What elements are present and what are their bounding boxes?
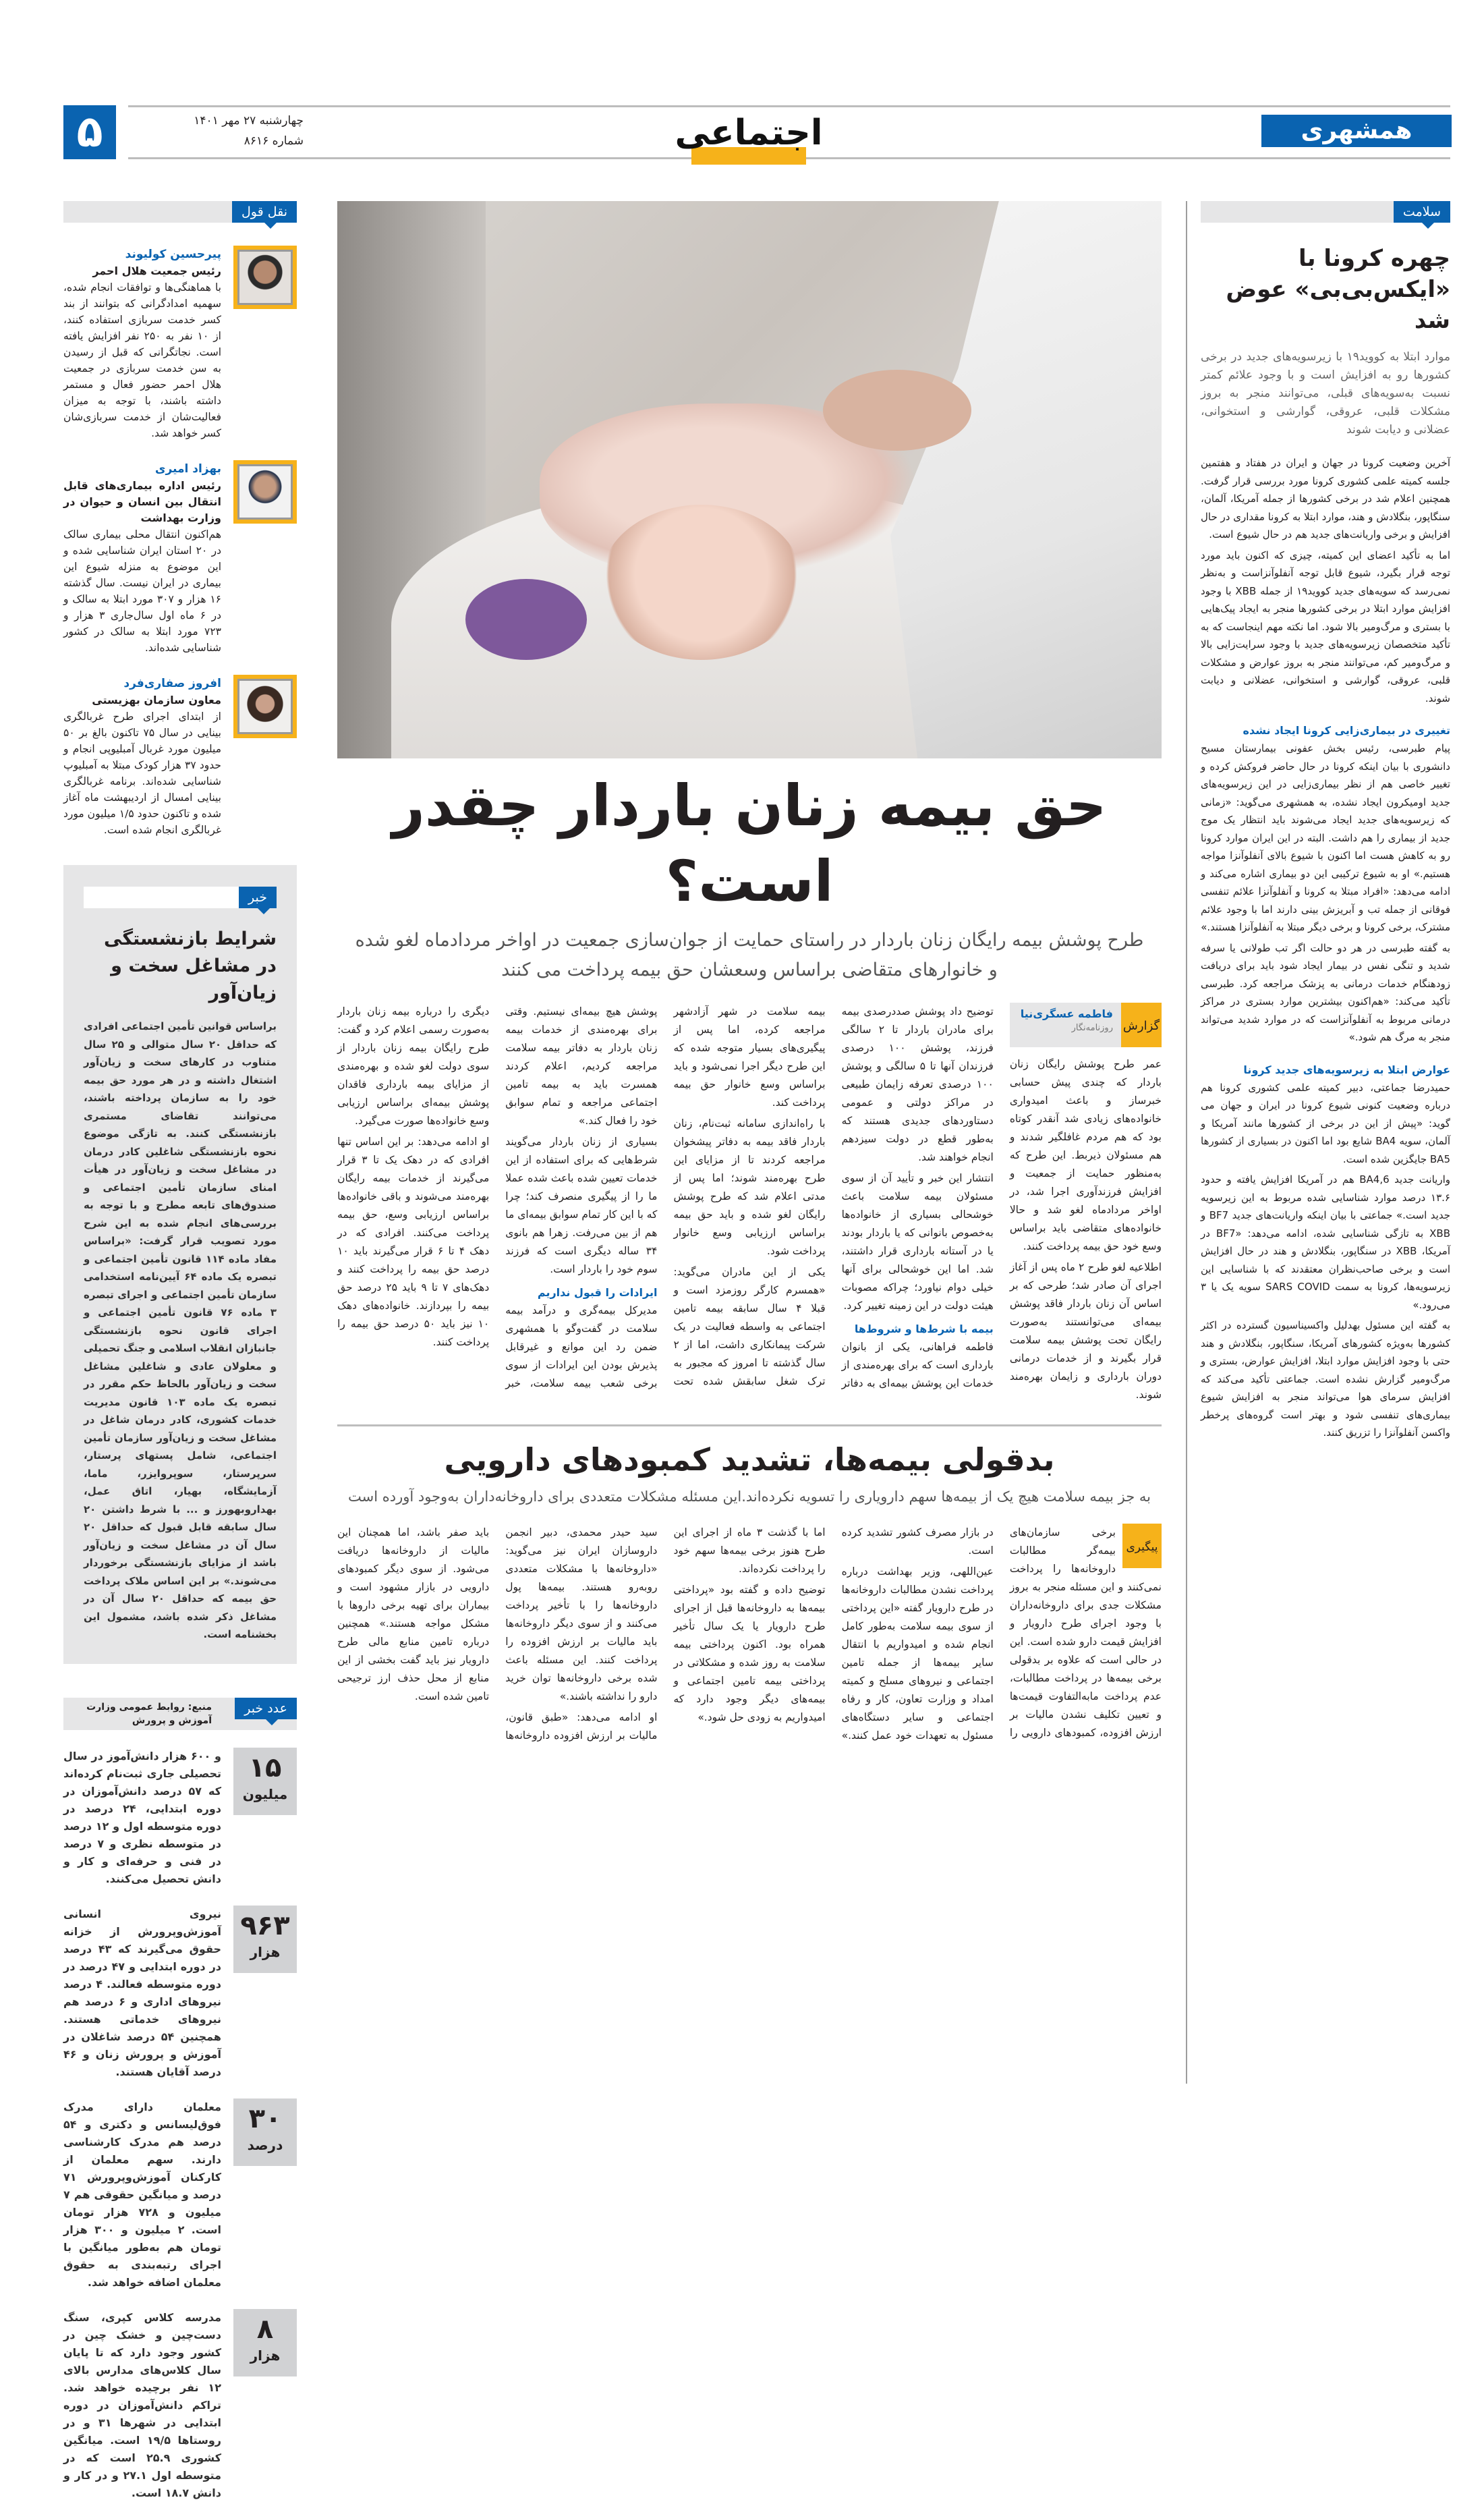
number-unit: میلیون bbox=[242, 1785, 288, 1802]
numbers-tag: عدد خبر bbox=[235, 1698, 297, 1719]
number-item bbox=[63, 2309, 297, 2502]
main-deck: طرح پوشش بیمه رایگان زنان باردار در راستای حمایت از جوان‌سازی جمعیت در اواخر مردادماه لغو شده و خانوارهای متقاضی براساس وسعشان حق بیمه پرداخت می کنند bbox=[355, 930, 1144, 980]
section-label: اجتماعی bbox=[675, 113, 823, 153]
number-text: نیروی انسانی آموزش‌وپرورش از خزانه حقوق می‌گیرند که ۴۳ درصد در دوره ابتدایی و ۴۷ درصد در دوره متوسطه فعالند. ۴ درصد نیروهای اداری و ۶ درصد هم نیروهای خدماتی هستند. همچنین ۵۴ درصد شاغلان در آموزش و پرورش زنان و ۴۶ درصد آقایان هستند. bbox=[63, 1907, 222, 2078]
quote-item bbox=[63, 675, 297, 838]
number-badge bbox=[233, 1906, 297, 1973]
section-title bbox=[675, 109, 823, 170]
number-badge bbox=[233, 1748, 297, 1815]
number-item bbox=[63, 2098, 297, 2291]
paragraph: به گفته طبرسی در هر دو حالت اگر تب طولانی یا سرفه شدید و تنگی نفس در بیمار ایجاد شود باید برای دریافت زودهنگام خدمات درمانی به پزشک مراجعه کرد. طبرسی تأکید می‌کند: «هم‌اکنون بیشترین موارد بستری در مراکز درمانی مربوط به آنفلوآنزاست که در موارد شدید می‌تواند منجر به مرگ هم شود.» bbox=[1201, 941, 1450, 1043]
retirement-news-box bbox=[63, 865, 297, 1664]
follow-up-kicker: پیگیری bbox=[1122, 1524, 1162, 1568]
quote-name: پیرحسین کولیوند bbox=[125, 248, 221, 261]
quote-text: با هماهنگی‌ها و توافقات انجام شده، سهمیه امدادگرانی که بتوانند از بند کسر خدمت سربازی استفاده کنند، از ۱۰ نفر به ۲۵۰ نفر افزایش یافته است. نجاتگرانی که قبل از رسیدن به سن خدمت سربازی در جمعیت هلال احمر حضور فعال و مستمر داشته باشند، با توجه به میزان فعالیت‌شان از خدمت سربازی‌شان کسر خواهد شد. bbox=[63, 281, 221, 439]
paragraph: اما به تأکید اعضای این کمیته، چیزی که اکنون باید مورد توجه قرار بگیرد، شیوع قابل توجه آنفلوآنزاست و به‌نظر نمی‌رسد که سویه‌های جدید کووید۱۹ از جمله XBB با وجود افزایش موارد ابتلا در برخی کشورها منجر به ایجاد پیک‌هایی با بستری و مرگ‌ومیر بالا شود. اما نکته مهم اینجاست که به تأکید متخصصان زیرسویه‌های جدید با وجود سرایت‌زایی بالا و مرگ‌ومیر کم، می‌توانند منجر به بروز عوارض و مشکلات قلبی، عروقی، گوارشی و استخوانی، عضلانی و دیابت شوند. bbox=[1201, 549, 1451, 704]
number-item bbox=[63, 1906, 297, 2081]
number-text: و ۶۰۰ هزار دانش‌آموز در سال تحصیلی جاری ثبت‌نام کرده‌اند که ۵۷ درصد دانش‌آموزان در دوره ابتدایی، ۲۴ درصد در دوره متوسطه اول و ۱۲ درصد در متوسطه نظری و ۷ درصد در فنی و حرفه‌ای و کار و دانش تحصیل می‌کنند. bbox=[63, 1749, 222, 1885]
second-deck: به جز بیمه سلامت هیچ یک از بیمه‌ها سهم دارویاری را تسویه نکرده‌اند.این مسئله مشکلات متعددی برای داروخانه‌داران به‌وجود آورده است bbox=[348, 1489, 1151, 1505]
avatar bbox=[233, 675, 297, 738]
quote-item bbox=[63, 246, 297, 441]
subheading: بیمه با شرط‌ها و شروط‌ها bbox=[854, 1323, 994, 1335]
author-name: فاطمه عسگری‌نیا bbox=[1020, 1007, 1113, 1020]
quote-role: رئیس اداره بیماری‌های قابل انتقال بین انسان و حیوان در وزارت بهداشت bbox=[63, 479, 221, 524]
number-value: ۹۶۳ bbox=[240, 1910, 290, 1941]
quote-role: رئیس جمعیت هلال احمر bbox=[92, 265, 221, 277]
retirement-title: شرایط بازنشستگی در مشاغل سخت و زیان‌آور bbox=[104, 928, 277, 1003]
number-unit: هزار bbox=[250, 1943, 281, 1960]
byline bbox=[1010, 1003, 1162, 1047]
paragraph: واریانت جدید BA4,6 هم در آمریکا افزایش یافته و حدود ۱۳.۶ درصد موارد شناسایی شده مربوط به این زیرسویه جدید است.» جماعتی با بیان اینکه واریانت‌های جدید BF7 و XBB به تازگی شناسایی شده، ادامه می‌دهد: «BF7 در آمریکا، XBB در سنگاپور، بنگلادش و هند در حال افزایش است و برخی صاحب‌نظران معتقدند که با شناسایی این زیرسویه‌ها، کرونا به سمت SARS COVID سویه یک یا ۳ می‌رود.» bbox=[1201, 1173, 1451, 1311]
number-item bbox=[63, 1748, 297, 1888]
paragraph: عین‌اللهی، وزیر بهداشت درباره پرداخت نشدن مطالبات داروخانه‌ها در طرح دارویار گفته «این پرداختی از سوی بیمه سلامت به‌طور کامل انجام شده و امیدواریم با انتقال سایر بیمه‌ها از جمله تامین اجتماعی و نیروهای مسلح و کمیته امداد و وزارت تعاون، کار و رفاه اجتماعی و سایر دستگاه‌های مسئول به تعهدات خود عمل کنند.» اما با گذشت ۳ ماه از اجرای این طرح هنوز برخی بیمه‌ها سهم خود را پرداخت نکرده‌اند. bbox=[673, 1526, 994, 1742]
health-body bbox=[1201, 454, 1450, 1442]
health-tag: سلامت bbox=[1394, 201, 1450, 223]
number-value: ۳۰ bbox=[248, 2103, 282, 2134]
numbers-tag-bar bbox=[63, 1698, 297, 1730]
number-unit: درصد bbox=[247, 2136, 283, 2153]
paragraph: بسیاری از زنان باردار می‌گویند شرط‌هایی که برای استفاده از این خدمات تعیین شده باعث شده عملا ما را از پیگیری منصرف کند؛ چرا که با این کار تمام سوابق بیمه‌ای ما هم از بین می‌رفت. زهرا هم بانوی ۳۴ ساله دیگری است که فرزند سوم خود را باردار است. bbox=[505, 1136, 658, 1275]
number-badge bbox=[233, 2309, 297, 2376]
paragraph: او ادامه می‌دهد: «طبق قانون، مالیات بر ارزش افزوده داروخانه‌ها باید صفر باشد، اما همچنان این مالیات از داروخانه‌ها دریافت می‌شود. از سوی دیگر کمبودهای دارویی در بازار مشهود است و بیماران برای تهیه برخی داروها با مشکل مواجه هستند.» همچنین درباره تامین منابع مالی طرح دارویار نیز باید گفت بخشی از این منابع از محل حذف ارز ترجیحی تامین شده است. bbox=[337, 1526, 658, 1742]
page-number: ۵ bbox=[63, 105, 116, 159]
paragraph: اطلاعیه لغو طرح ۲ ماه پس از آغاز اجرای آن صادر شد؛ طرحی که بر اساس آن زنان باردار فاقد پوشش بیمه‌ای می‌توانستند به‌صورت رایگان تحت پوشش بیمه سلامت قرار بگیرند و از خدمات درمانی دوران بارداری و زایمان بهره‌مند شوند. bbox=[1009, 1261, 1162, 1401]
avatar bbox=[233, 246, 297, 309]
paragraph: سید حیدر محمدی، دبیر انجمن داروسازان ایران نیز می‌گوید: «داروخانه‌ها با مشکلات متعددی روبه‌رو هستند. بیمه‌ها پول داروخانه‌ها را با تأخیر پرداخت می‌کنند و از سوی دیگر داروخانه‌ها باید مالیات بر ارزش افزوده را پرداخت کنند. این مسئله باعث شده برخی داروخانه‌ها توان خرید دارو را نداشته باشند.» bbox=[505, 1526, 658, 1702]
quotes-tag: نقل قول bbox=[232, 201, 297, 223]
paragraph: به گفته این مسئول بهدلیل واکسیناسیون گسترده در اکثر کشورها به‌ویژه کشورهای آمریکا، سنگاپور، بنگلادش و هند حتی با وجود افزایش موارد ابتلا، افزایش عوارض، بستری و مرگ‌ومیر گزارش نشده است. جماعتی تأکید می‌کند که افزایش سرمای هوا می‌تواند منجر به افزایش شیوع بیماری‌های تنفسی شود و بهتر است گروه‌های پرخطر واکسن آنفلوآنزا را تزریق کنند. bbox=[1201, 1319, 1450, 1439]
right-column bbox=[1201, 201, 1450, 1445]
paragraph: توضیح داد پوشش صددرصدی بیمه برای مادران باردار تا ۲ سالگی فرزند، پوشش ۱۰۰ درصدی فرزندان آنها تا ۵ سالگی و پوشش ۱۰۰ درصدی تعرفه زایمان طبیعی در مراکز دولتی و عمومی دستاوردهای جدیدی هستند که به‌طور قطع در دولت سیزدهم انجام خواهند شد. bbox=[841, 1005, 994, 1163]
quote-role: معاون سازمان بهزیستی bbox=[92, 694, 221, 706]
author-role: روزنامه‌نگار bbox=[1071, 1023, 1113, 1033]
paragraph: توضیح داده و گفته بود «پرداختی بیمه‌ها به داروخانه‌ها قبل از اجرای طرح دارویار یا یک سال تأخیر همراه بود. اکنون پرداختی بیمه سلامت به روز شده و مشکلاتی در پرداختی بیمه تامین اجتماعی و بیمه‌های دیگر وجود دارد که امیدواریم به زودی حل شود.» bbox=[673, 1584, 826, 1723]
numbers-source: منبع: روابط عمومی وزارت آموزش و پرورش bbox=[86, 1701, 212, 1726]
subheading: عوارض ابتلا به زیرسویه‌های جدید کرونا bbox=[1243, 1063, 1450, 1076]
report-kicker: گزارش bbox=[1121, 1003, 1162, 1047]
number-unit: هزار bbox=[250, 2347, 281, 2364]
subheading: ایرادات را قبول نداریم bbox=[537, 1286, 658, 1299]
second-article-body bbox=[337, 1524, 1162, 1745]
retirement-body: براساس قوانین تأمین اجتماعی افرادی که حداقل ۲۰ سال متوالی و ۲۵ سال متناوب در کارهای سخت و زیان‌آور اشتغال داشته و در هر مورد حق بیمه خود را به سازمان پرداخته باشند، می‌توانند تقاضای مستمری بازنشستگی کنند. به تازگی موضوع نحوه بازنشستگی شاغلین کادر درمان در مشاغل سخت و زیان‌آور در هیأت امنای سازمان تأمین اجتماعی و صندوق‌های تابعه مطرح و با توجه به بررسی‌های انجام شده به این شرح مورد تصویب قرار گرفت: «براساس مفاد ماده ۱۱۴ قانون تأمین اجتماعی و تبصره یک ماده ۶۴ آیین‌نامه استخدامی سازمان تأمین اجتماعی و اجرای تبصره ۳ ماده ۷۶ قانون تأمین اجتماعی و اجرای قانون نحوه بازنشستگی جانبازان انقلاب اسلامی و جنگ تحمیلی و معلولان عادی و شاغلین مشاغل سخت و زیان‌آور بالحاظ حکم مقرر در تبصره یک ماده ۱۰۳ قانون مدیریت خدمات کشوری، کادر درمان شاغل در مشاغل سخت و زیان‌آور سازمان تأمین اجتماعی، شامل پستهای پرستار، سرپرستار، سوپروایزر، ماما، آزمایشگاه، بهیار، اتاق عمل، بهداروبهورز و ... با شرط داشتن ۲۰ سال سابقه قابل قبول که حداقل ۲۰ سال آن در مشاغل سخت و زیان‌آور باشد از مزایای بازنشستگی برخوردار می‌شوند.» بر این اساس ملاک پرداخت حق بیمه که حداقل ۲۰ سال آن در مشاغل ذکر شده باشد، مشمول این بخشنامه است. bbox=[84, 1020, 277, 1640]
right-column-divider bbox=[1186, 201, 1187, 2084]
dateline bbox=[128, 111, 304, 151]
health-deck: موارد ابتلا به کووید۱۹ با زیرسویه‌های جدید در برخی کشورها رو به افزایش است و با وجود علائم کمتر نسبت به‌سویه‌های قبلی، می‌توانند منجر به بروز مشکلات قلبی، عروقی، گوارشی و استخوانی، عضلانی و دیابت شوند bbox=[1201, 350, 1450, 437]
paragraph: انتشار این خبر و تأیید آن از سوی مسئولان بیمه سلامت باعث خوشحالی بسیاری از خانواده‌ها به‌خصوص بانوانی که یا باردار بودند یا در آستانه بارداری قرار داشتند، شد. اما این خوشحالی برای آنها خیلی دوام نیاورد؛ چراکه مصوبات هیئت دولت در این زمینه تغییر کرد. bbox=[841, 1172, 994, 1312]
second-headline: بدقولی بیمه‌ها، تشدید کمبودهای دارویی bbox=[444, 1441, 1055, 1478]
number-value: ۱۵ bbox=[248, 1752, 282, 1783]
number-value: ۸ bbox=[256, 2313, 274, 2345]
paragraph: حمیدرضا جماعتی، دبیر کمیته علمی کشوری کرونا هم درباره وضعیت کنونی شیوع کرونا در ایران و جهان می گوید: «پیش از این در برخی از کشورها مانند آمریکا و آلمان، سویه BA4 شایع بود اما اکنون در بسیاری از کشورها BA5 جایگزین شده است. bbox=[1201, 1081, 1450, 1165]
paragraph: فاطمه فراهانی، یکی از بانوان بارداری است که برای بهره‌مندی از خدمات این پوشش بیمه‌ای به دفاتر بیمه سلامت در شهر آزادشهر مراجعه کرده، اما پس از پیگیری‌های بسیار متوجه شده که این طرح دیگر اجرا نمی‌شود و باید براساس وسع خانوار حق بیمه پرداخت کند. bbox=[673, 1005, 994, 1389]
left-column bbox=[63, 201, 297, 2502]
issue-date: چهارشنبه ۲۷ مهر ۱۴۰۱ bbox=[194, 114, 304, 128]
quote-text: از ابتدای اجرای طرح غربالگری بینایی در سال ۷۵ تاکنون بالغ بر ۵۰ میلیون مورد غربال آمبلیوپی انجام و حدود ۳۷ هزار کودک مبتلا به آمبلیوپ شناسایی شده‌اند. برنامه غربالگری بینایی امسال از اردیبهشت ماه آغاز شده و تاکنون حدود ۱/۵ میلیون مورد غربالگری انجام شده است. bbox=[63, 711, 221, 836]
avatar bbox=[233, 460, 297, 524]
paragraph: یکی از این مادران می‌گوید: «همسرم کارگر روزمزد است و قبلا ۴ سال سابقه بیمه تامین اجتماعی به واسطه فعالیت در یک شرکت پیمانکاری داشت، اما از ۲ سال گذشته تا امروز که مجبور به ترک شغل سابقش شده تحت پوشش هیچ بیمه‌ای نیستیم. وقتی برای بهره‌مندی از خدمات بیمه زنان باردار به دفاتر بیمه سلامت مراجعه کردیم، اعلام کردند همسرت باید به بیمه تامین اجتماعی مراجعه و تمام سوابق خود را فعال کند.» bbox=[505, 1005, 826, 1387]
newspaper-logo: همشهری bbox=[1261, 115, 1452, 147]
paragraph: با راه‌اندازی سامانه ثبت‌نام، زنان باردار فاقد بیمه به دفاتر پیشخوان مراجعه کردند تا از مزایای این طرح بهره‌مند شوند؛ اما پس از مدتی اعلام شد که طرح پوشش رایگان لغو شده و باید حق بیمه براساس ارزیابی وسع خانوار پرداخت شود. bbox=[673, 1117, 826, 1257]
paragraph: آخرین وضعیت کرونا در جهان و ایران در هفتاد و هفتمین جلسه کمیته علمی کشوری کرونا مورد بررسی قرار گرفت. همچنین اعلام شد در برخی کشورها از جمله آمریکا، آلمان، سنگاپور، بنگلادش و هند، موارد ابتلا به کرونا مقداری در حال افزایش و برخی واریانت‌های جدید هم در حال شیوع است. bbox=[1201, 457, 1450, 540]
newborn-photo bbox=[337, 201, 1162, 758]
center-column bbox=[337, 201, 1162, 1745]
paragraph: مدیرکل بیمه‌گری و درآمد بیمه سلامت در گفت‌وگو با همشهری ضمن رد این موانع و غیرقابل پذیرش بودن این ایرادات از سوی برخی شعب بیمه سلامت، خبر دیگری را درباره بیمه زنان باردار به‌صورت رسمی اعلام کرد و گفت: طرح رایگان بیمه زنان باردار از سوی دولت لغو شده و بهره‌مندی از مزایای بیمه بارداری فاقدان پوشش بیمه‌ای براساس ارزیابی وسع خانواده‌ها صورت می‌گیرد. bbox=[337, 1005, 658, 1389]
news-tag-bar bbox=[84, 887, 277, 908]
news-tag: خبر bbox=[239, 887, 277, 908]
article-separator bbox=[337, 1424, 1162, 1426]
paragraph: پیام طبرسی، رئیس بخش عفونی بیمارستان مسیح دانشوری با بیان اینکه کرونا در حال حاضر فروکش کرده و تغییر خاصی هم از نظر بیماری‌زایی در این زیرسویه‌های جدید اومیکرون ایجاد نشده، به همشهری می‌گوید: «زمانی که زیرسویه‌های جدید ایجاد می‌شوند باید انتظار یک موج جدید از بیماری را هم داشت. البته در این ایران موارد کرونا رو به کاهش هست اما اکنون با شیوع بالای آنفلوآنزا مواجه هستیم.» او به شیوع ترکیبی این دو بیماری اشاره می‌کند و ادامه می‌دهد: «افراد مبتلا به کرونا و آنفلوآنزا علائم تنفسی فوقانی از جمله تب و آبریزش بینی دارند اما با وجود علائم مشترک، برخی کرونا و برخی دیگر مبتلا به آنفلوآنزا هستند.» bbox=[1201, 742, 1450, 933]
paragraph: عمر طرح پوشش رایگان زنان باردار که چندی پیش حسابی خبرساز و باعث امیدواری خانواده‌های زیادی شد آنقدر کوتاه بود که هم مردم غافلگیر شدند و هم مسئولان ذیربط. این طرح که به‌منظور حمایت از جمعیت و افزایش فرزندآوری اجرا شد، در اواخر مردادماه لغو شد و حالا خانواده‌های متقاضی باید براساس وسع خود حق بیمه پرداخت کنند. bbox=[1009, 1058, 1162, 1252]
health-tag-bar bbox=[1201, 201, 1450, 223]
issue-number: شماره ۸۶۱۶ bbox=[244, 134, 304, 148]
number-badge bbox=[233, 2098, 297, 2166]
quotes-tag-bar bbox=[63, 201, 297, 223]
quote-name: بهزاد امیری bbox=[154, 462, 221, 476]
subheading: تغییری در بیماری‌زایی کرونا ایجاد نشده bbox=[1243, 724, 1450, 737]
quote-name: افروز صفاری‌فرد bbox=[123, 677, 221, 690]
health-title: چهره کرونا با «ایکس‌بی‌بی» عوض شد bbox=[1226, 245, 1450, 334]
header-rule-top bbox=[128, 105, 1450, 107]
paragraph: او ادامه می‌دهد: بر این اساس تنها افرادی که در دهک یک تا ۳ قرار می‌گیرند از خدمات بیمه رایگان بهره‌مند می‌شوند و باقی خانواده‌ها براساس ارزیابی وسع، حق بیمه پرداخت می‌کنند. افرادی که در دهک ۴ تا ۶ قرار می‌گیرند باید ۱۰ درصد حق بیمه را پرداخت کنند و دهک‌های ۷ تا ۹ باید ۲۵ درصد حق بیمه را بپردازند. خانواده‌های دهک ۱۰ نیز باید ۵۰ درصد حق بیمه را پرداخت کنند. bbox=[337, 1136, 490, 1348]
number-text: مدرسه کلاس کپری، سنگ دست‌چین و خشک چین در کشور وجود دارد که تا پایان سال کلاس‌های مدارس بالای ۱۲ نفر برچیده خواهد شد. تراکم دانش‌آموزان در دوره ابتدایی در شهرها ۳۱ و در روستاها ۱۹/۵ است. میانگین کشوری ۲۵.۹ است که در متوسطه اول ۲۷.۱ و در کار و دانش ۱۸.۷ است. bbox=[63, 2310, 222, 2499]
quote-text: هم‌اکنون انتقال محلی بیماری سالک در ۲۰ استان ایران شناسایی شده و این موضوع به منزله شیوع این بیماری در ایران نیست. سال گذشته ۱۶ هزار و ۳۰۷ مورد ابتلا به سالک و در ۶ ماه اول سال‌جاری ۳ هزار و ۷۲۳ مورد ابتلا به سالک در کشور شناسایی شده‌اند. bbox=[63, 528, 221, 654]
quote-item bbox=[63, 460, 297, 656]
paragraph: برخی سازمان‌های بیمه‌گر مطالبات داروخانه‌ها را پرداخت نمی‌کنند و این مسئله منجر به بروز مشکلات جدی برای داروخانه‌داران با وجود اجرای طرح دارویار و افزایش قیمت دارو شده است. این در حالی است که علاوه بر بدقولی برخی بیمه‌ها در پرداخت مطالبات، عدم پرداخت مابه‌التفاوت قیمت‌ها و تعیین تکلیف نشدن مالیات بر ارزش افزوده، کمبودهای دارویی را در بازار مصرف کشور تشدید کرده است. bbox=[841, 1526, 1162, 1739]
number-text: معلمان دارای مدرک فوق‌لیسانس و دکتری و ۵۴ درصد هم مدرک کارشناسی دارند. سهم معلمان از کارکنان آموزش‌وپرورش ۷۱ درصد و میانگین حقوقی هم ۷ میلیون و ۷۲۸ هزار تومان است. ۲ میلیون و ۳۰۰ هزار تومان هم به‌طور میانگین با اجرای رتبه‌بندی به حقوق معلمان اضافه خواهد شد. bbox=[63, 2100, 222, 2289]
main-headline: حق بیمه زنان باردار چقدر است؟ bbox=[392, 773, 1107, 914]
main-article-body bbox=[337, 1003, 1162, 1404]
